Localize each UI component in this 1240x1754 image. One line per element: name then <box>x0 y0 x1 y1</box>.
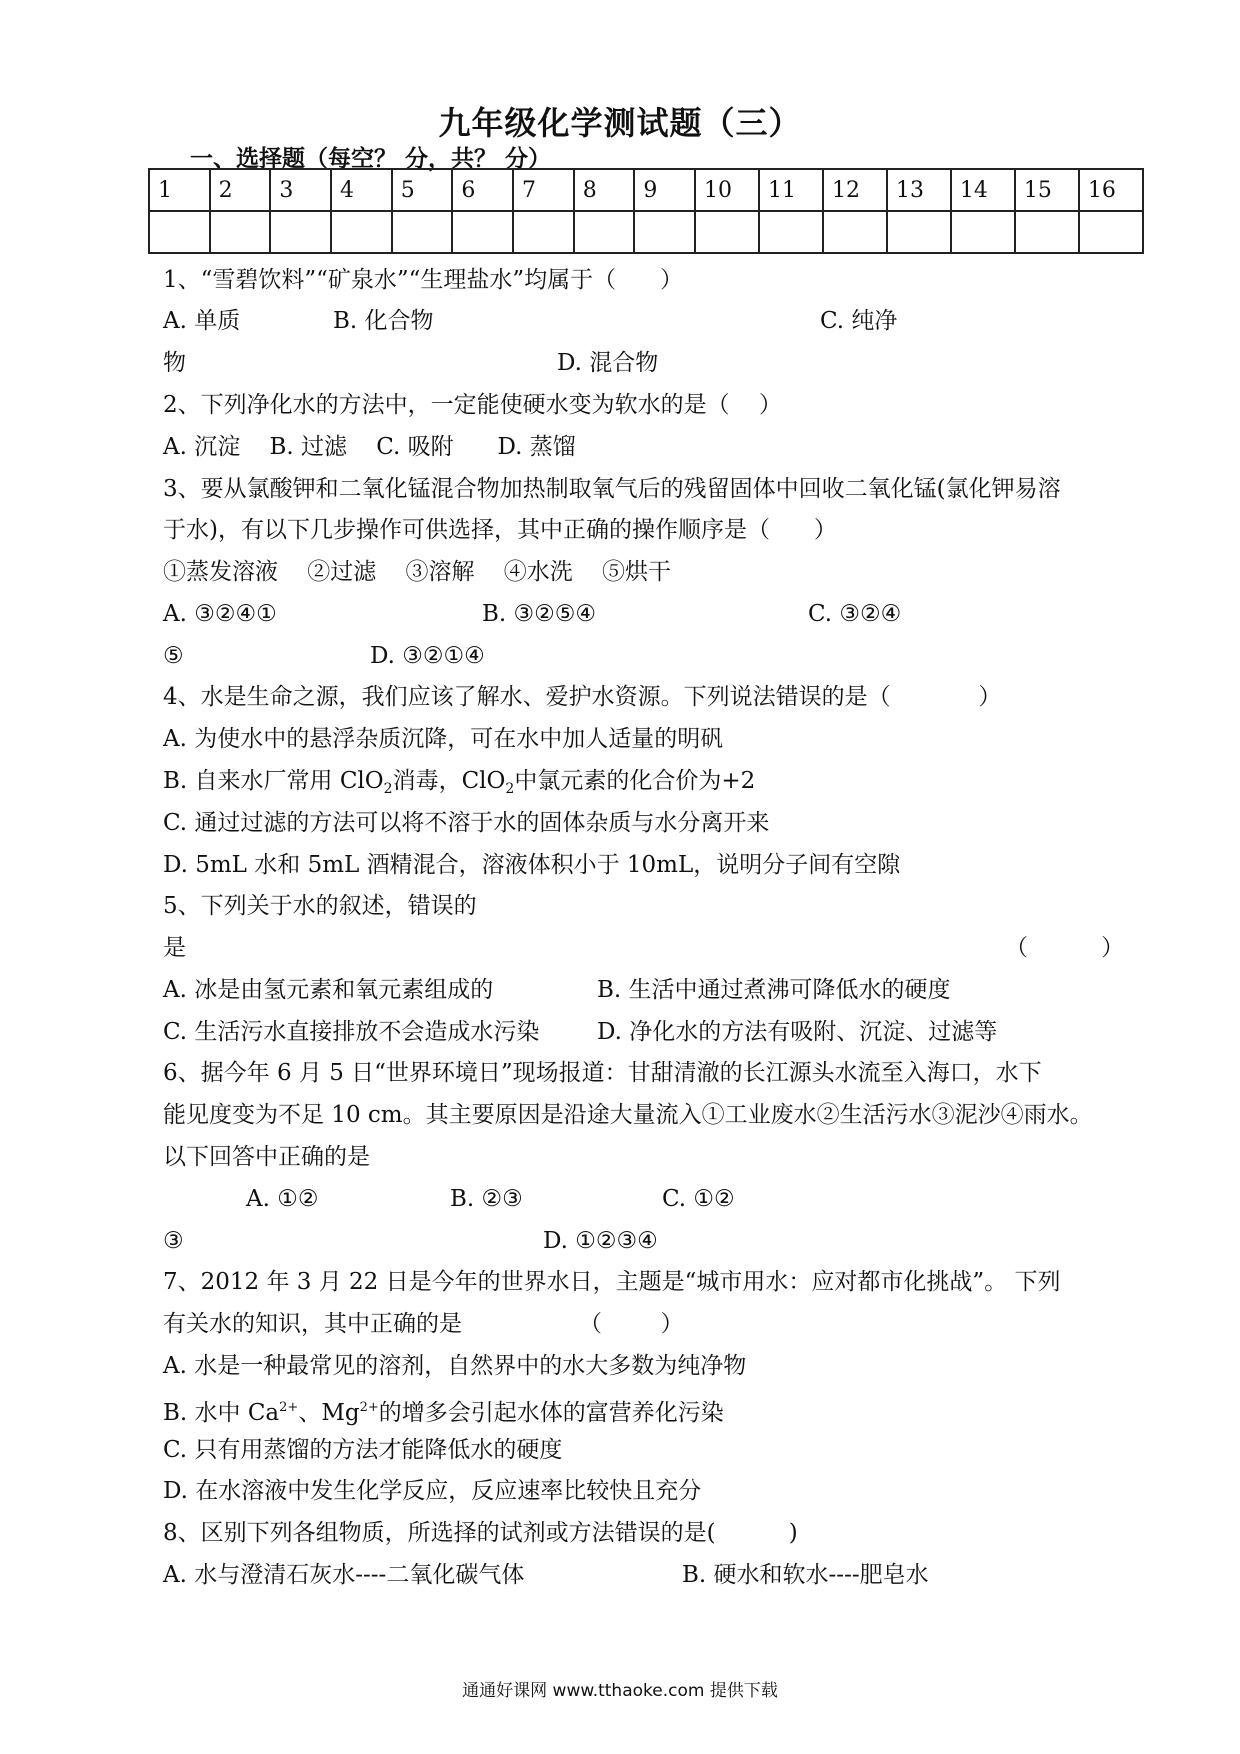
page-title: 九年级化学测试题（三） <box>438 104 802 142</box>
q6-option-b: B. ②③ <box>450 1186 523 1212</box>
q5-answer-paren: （ ） <box>1005 935 1125 961</box>
subscript: 2 <box>383 781 393 797</box>
answer-number: 11 <box>759 169 823 211</box>
section-heading: 一、选择题（每空？ 分，共？ 分） <box>190 146 552 172</box>
superscript: 2+ <box>359 1400 379 1415</box>
q2-options: A. 沉淀 B. 过滤 C. 吸附 D. 蒸馏 <box>163 434 576 460</box>
answer-cell[interactable] <box>823 211 887 253</box>
answer-cell[interactable] <box>392 211 453 253</box>
answer-number: 8 <box>574 169 635 211</box>
answer-cell[interactable] <box>574 211 635 253</box>
answer-number: 3 <box>270 169 331 211</box>
answer-number: 16 <box>1079 169 1143 211</box>
q8-option-b: B. 硬水和软水----肥皂水 <box>682 1562 929 1588</box>
q1-option-c-cont: 物 <box>163 350 186 376</box>
answer-number: 4 <box>331 169 392 211</box>
q3-option-b: B. ③②⑤④ <box>482 601 597 627</box>
answer-cell[interactable] <box>951 211 1015 253</box>
answer-cell[interactable] <box>452 211 513 253</box>
answer-number: 10 <box>695 169 759 211</box>
q7-option-b <box>163 1393 724 1428</box>
question-7-line-2: 有关水的知识，其中正确的是 （ ） <box>163 1311 684 1337</box>
answer-number: 12 <box>823 169 887 211</box>
q6-option-a: A. ①② <box>246 1186 319 1212</box>
answer-cell[interactable] <box>887 211 951 253</box>
answer-number: 15 <box>1015 169 1079 211</box>
q1-option-a: A. 单质 <box>163 308 241 334</box>
q5-option-b: B. 生活中通过煮沸可降低水的硬度 <box>597 977 951 1003</box>
q5-option-a: A. 冰是由氢元素和氧元素组成的 <box>163 977 494 1003</box>
answer-number: 14 <box>951 169 1015 211</box>
q4-b-text-1: B. 自来水厂常用 ClO <box>163 768 384 794</box>
q7-option-a: A. 水是一种最常见的溶剂，自然界中的水大多数为纯净物 <box>163 1353 747 1379</box>
q7-option-c: C. 只有用蒸馏的方法才能降低水的硬度 <box>163 1437 563 1463</box>
question-3-line-2: 于水)，有以下几步操作可供选择，其中正确的操作顺序是（ ） <box>163 517 837 543</box>
q3-option-c: C. ③②④ <box>808 601 902 627</box>
answer-cell[interactable] <box>149 211 210 253</box>
q8-option-a: A. 水与澄清石灰水----二氧化碳气体 <box>163 1562 525 1588</box>
question-8: 8、区别下列各组物质，所选择的试剂或方法错误的是( ) <box>163 1520 798 1546</box>
q7-b-text-2: 、Mg <box>298 1400 360 1426</box>
q4-option-c: C. 通过过滤的方法可以将不溶于水的固体杂质与水分离开来 <box>163 810 770 836</box>
q4-option-b <box>163 766 755 804</box>
q5-option-c: C. 生活污水直接排放不会造成水污染 <box>163 1019 540 1045</box>
question-5-line-1: 5、下列关于水的叙述，错误的 <box>163 893 477 919</box>
answer-cell[interactable] <box>331 211 392 253</box>
answer-cell[interactable] <box>1015 211 1079 253</box>
q1-option-c: C. 纯净 <box>820 308 898 334</box>
q7-b-text-3: 的增多会引起水体的富营养化污染 <box>378 1400 724 1426</box>
q4-option-d: D. 5mL 水和 5mL 酒精混合，溶液体积小于 10mL，说明分子间有空隙 <box>163 852 901 878</box>
subscript: 2 <box>505 781 515 797</box>
answer-cell[interactable] <box>634 211 695 253</box>
answer-number: 9 <box>634 169 695 211</box>
answer-number: 2 <box>210 169 271 211</box>
answer-cell[interactable] <box>695 211 759 253</box>
q3-option-c-cont: ⑤ <box>163 643 184 669</box>
answer-cell[interactable] <box>270 211 331 253</box>
answer-number-row <box>149 169 1143 211</box>
q4-option-a: A. 为使水中的悬浮杂质沉降，可在水中加人适量的明矾 <box>163 726 724 752</box>
q4-b-text-3: 中氯元素的化合价为+2 <box>514 768 756 794</box>
answer-cell[interactable] <box>210 211 271 253</box>
q4-b-text-2: 消毒，ClO <box>392 768 506 794</box>
answer-number: 7 <box>513 169 574 211</box>
superscript: 2+ <box>279 1400 299 1415</box>
answer-blank-row <box>149 211 1143 253</box>
question-5-line-2: 是 <box>163 935 186 961</box>
q7-option-d: D. 在水溶液中发生化学反应，反应速率比较快且充分 <box>163 1478 702 1504</box>
q3-option-a: A. ③②④① <box>163 601 277 627</box>
q3-steps: ①蒸发溶液 ②过滤 ③溶解 ④水洗 ⑤烘干 <box>163 559 671 585</box>
question-6-line-2: 能见度变为不足 10 cm。其主要原因是沿途大量流入①工业废水②生活污水③泥沙④雨水。 <box>163 1102 1093 1128</box>
q3-option-d: D. ③②①④ <box>370 643 485 669</box>
q6-option-d: D. ①②③④ <box>543 1228 658 1254</box>
answer-cell[interactable] <box>759 211 823 253</box>
question-6-line-1: 6、据今年 6 月 5 日“世界环境日”现场报道：甘甜清澈的长江源头水流至入海口，水下 <box>163 1060 1042 1086</box>
q6-option-c-cont: ③ <box>163 1228 184 1254</box>
answer-number: 1 <box>149 169 210 211</box>
q1-option-b: B. 化合物 <box>333 308 434 334</box>
question-3-line-1: 3、要从氯酸钾和二氧化锰混合物加热制取氧气后的残留固体中回收二氧化锰(氯化钾易溶 <box>163 476 1061 502</box>
footer-source: 通通好课网 www.tthaoke.com 提供下载 <box>462 1681 778 1701</box>
question-2: 2、下列净化水的方法中，一定能使硬水变为软水的是（ ） <box>163 392 782 418</box>
q7-b-text-1: B. 水中 Ca <box>163 1400 280 1426</box>
question-1: 1、“雪碧饮料”“矿泉水”“生理盐水”均属于（ ） <box>163 267 684 293</box>
question-4: 4、水是生命之源，我们应该了解水、爱护水资源。下列说法错误的是（ ） <box>163 684 1002 710</box>
q5-option-d: D. 净化水的方法有吸附、沉淀、过滤等 <box>597 1019 998 1045</box>
answer-number: 6 <box>452 169 513 211</box>
answer-number: 5 <box>392 169 453 211</box>
question-7-line-1: 7、2012 年 3 月 22 日是今年的世界水日，主题是“城市用水：应对都市化挑战”。 下列 <box>163 1269 1061 1295</box>
answer-cell[interactable] <box>1079 211 1143 253</box>
q6-option-c: C. ①② <box>662 1186 735 1212</box>
answer-table <box>148 168 1144 254</box>
answer-cell[interactable] <box>513 211 574 253</box>
q1-option-d: D. 混合物 <box>557 350 659 376</box>
answer-number: 13 <box>887 169 951 211</box>
question-6-line-3: 以下回答中正确的是 <box>163 1144 370 1170</box>
